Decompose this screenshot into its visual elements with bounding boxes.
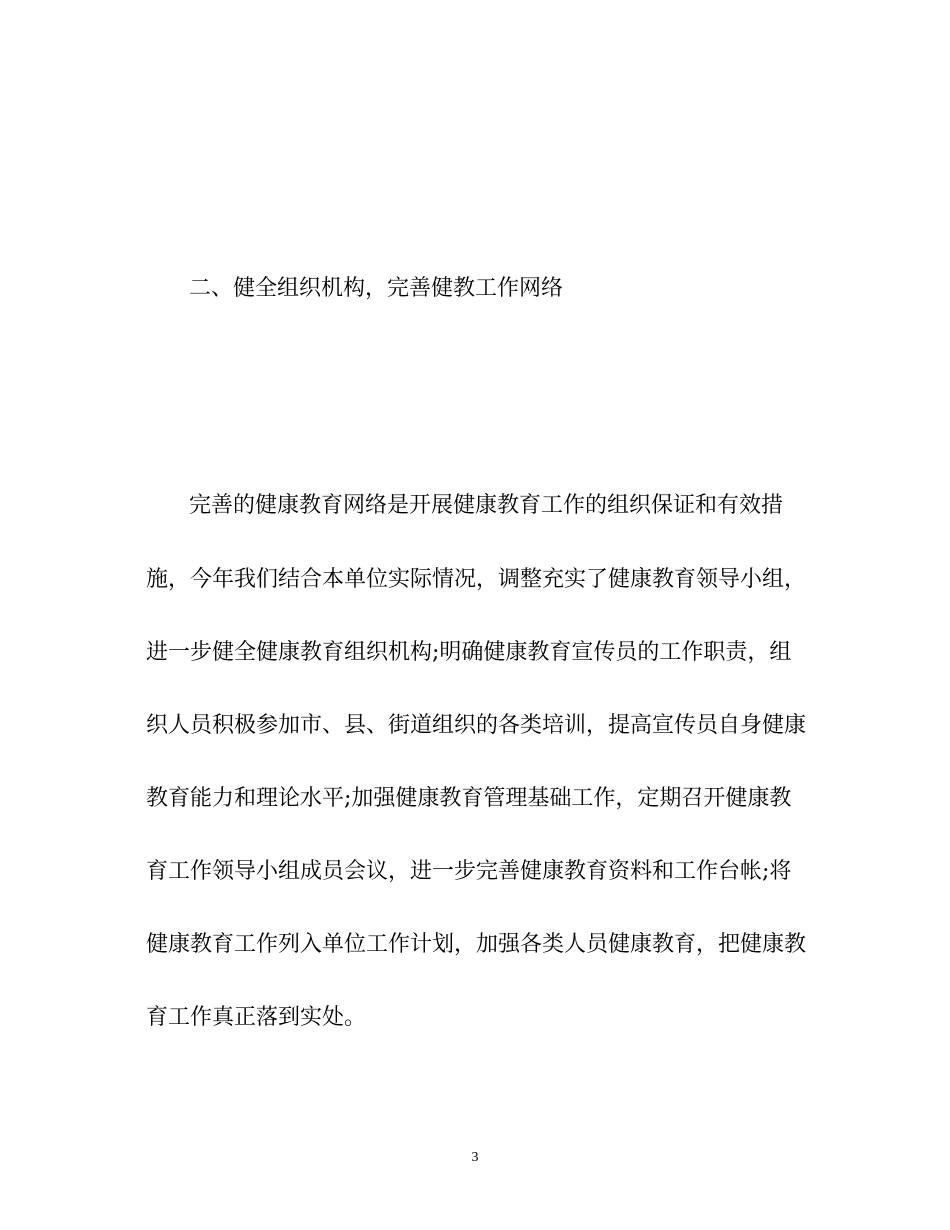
paragraph-line: 施，今年我们结合本单位实际情况，调整充实了健康教育领导小组， <box>146 567 807 592</box>
paragraph-line: 健康教育工作列入单位工作计划，加强各类人员健康教育，把健康教 <box>146 932 807 957</box>
paragraph-line: 育工作领导小组成员会议，进一步完善健康教育资料和工作台帐;将 <box>146 859 792 884</box>
section-heading: 二、健全组织机构，完善健教工作网络 <box>189 276 564 301</box>
paragraph-line: 育工作真正落到实处。 <box>146 1005 367 1030</box>
paragraph-line: 织人员积极参加市、县、街道组织的各类培训，提高宣传员自身健康 <box>146 713 807 738</box>
page-number: 3 <box>471 1150 479 1165</box>
paragraph-line: 进一步健全健康教育组织机构;明确健康教育宣传员的工作职责，组 <box>146 640 792 665</box>
paragraph-line: 完善的健康教育网络是开展健康教育工作的组织保证和有效措 <box>189 493 784 518</box>
paragraph-line: 教育能力和理论水平;加强健康教育管理基础工作，定期召开健康教 <box>146 786 792 811</box>
